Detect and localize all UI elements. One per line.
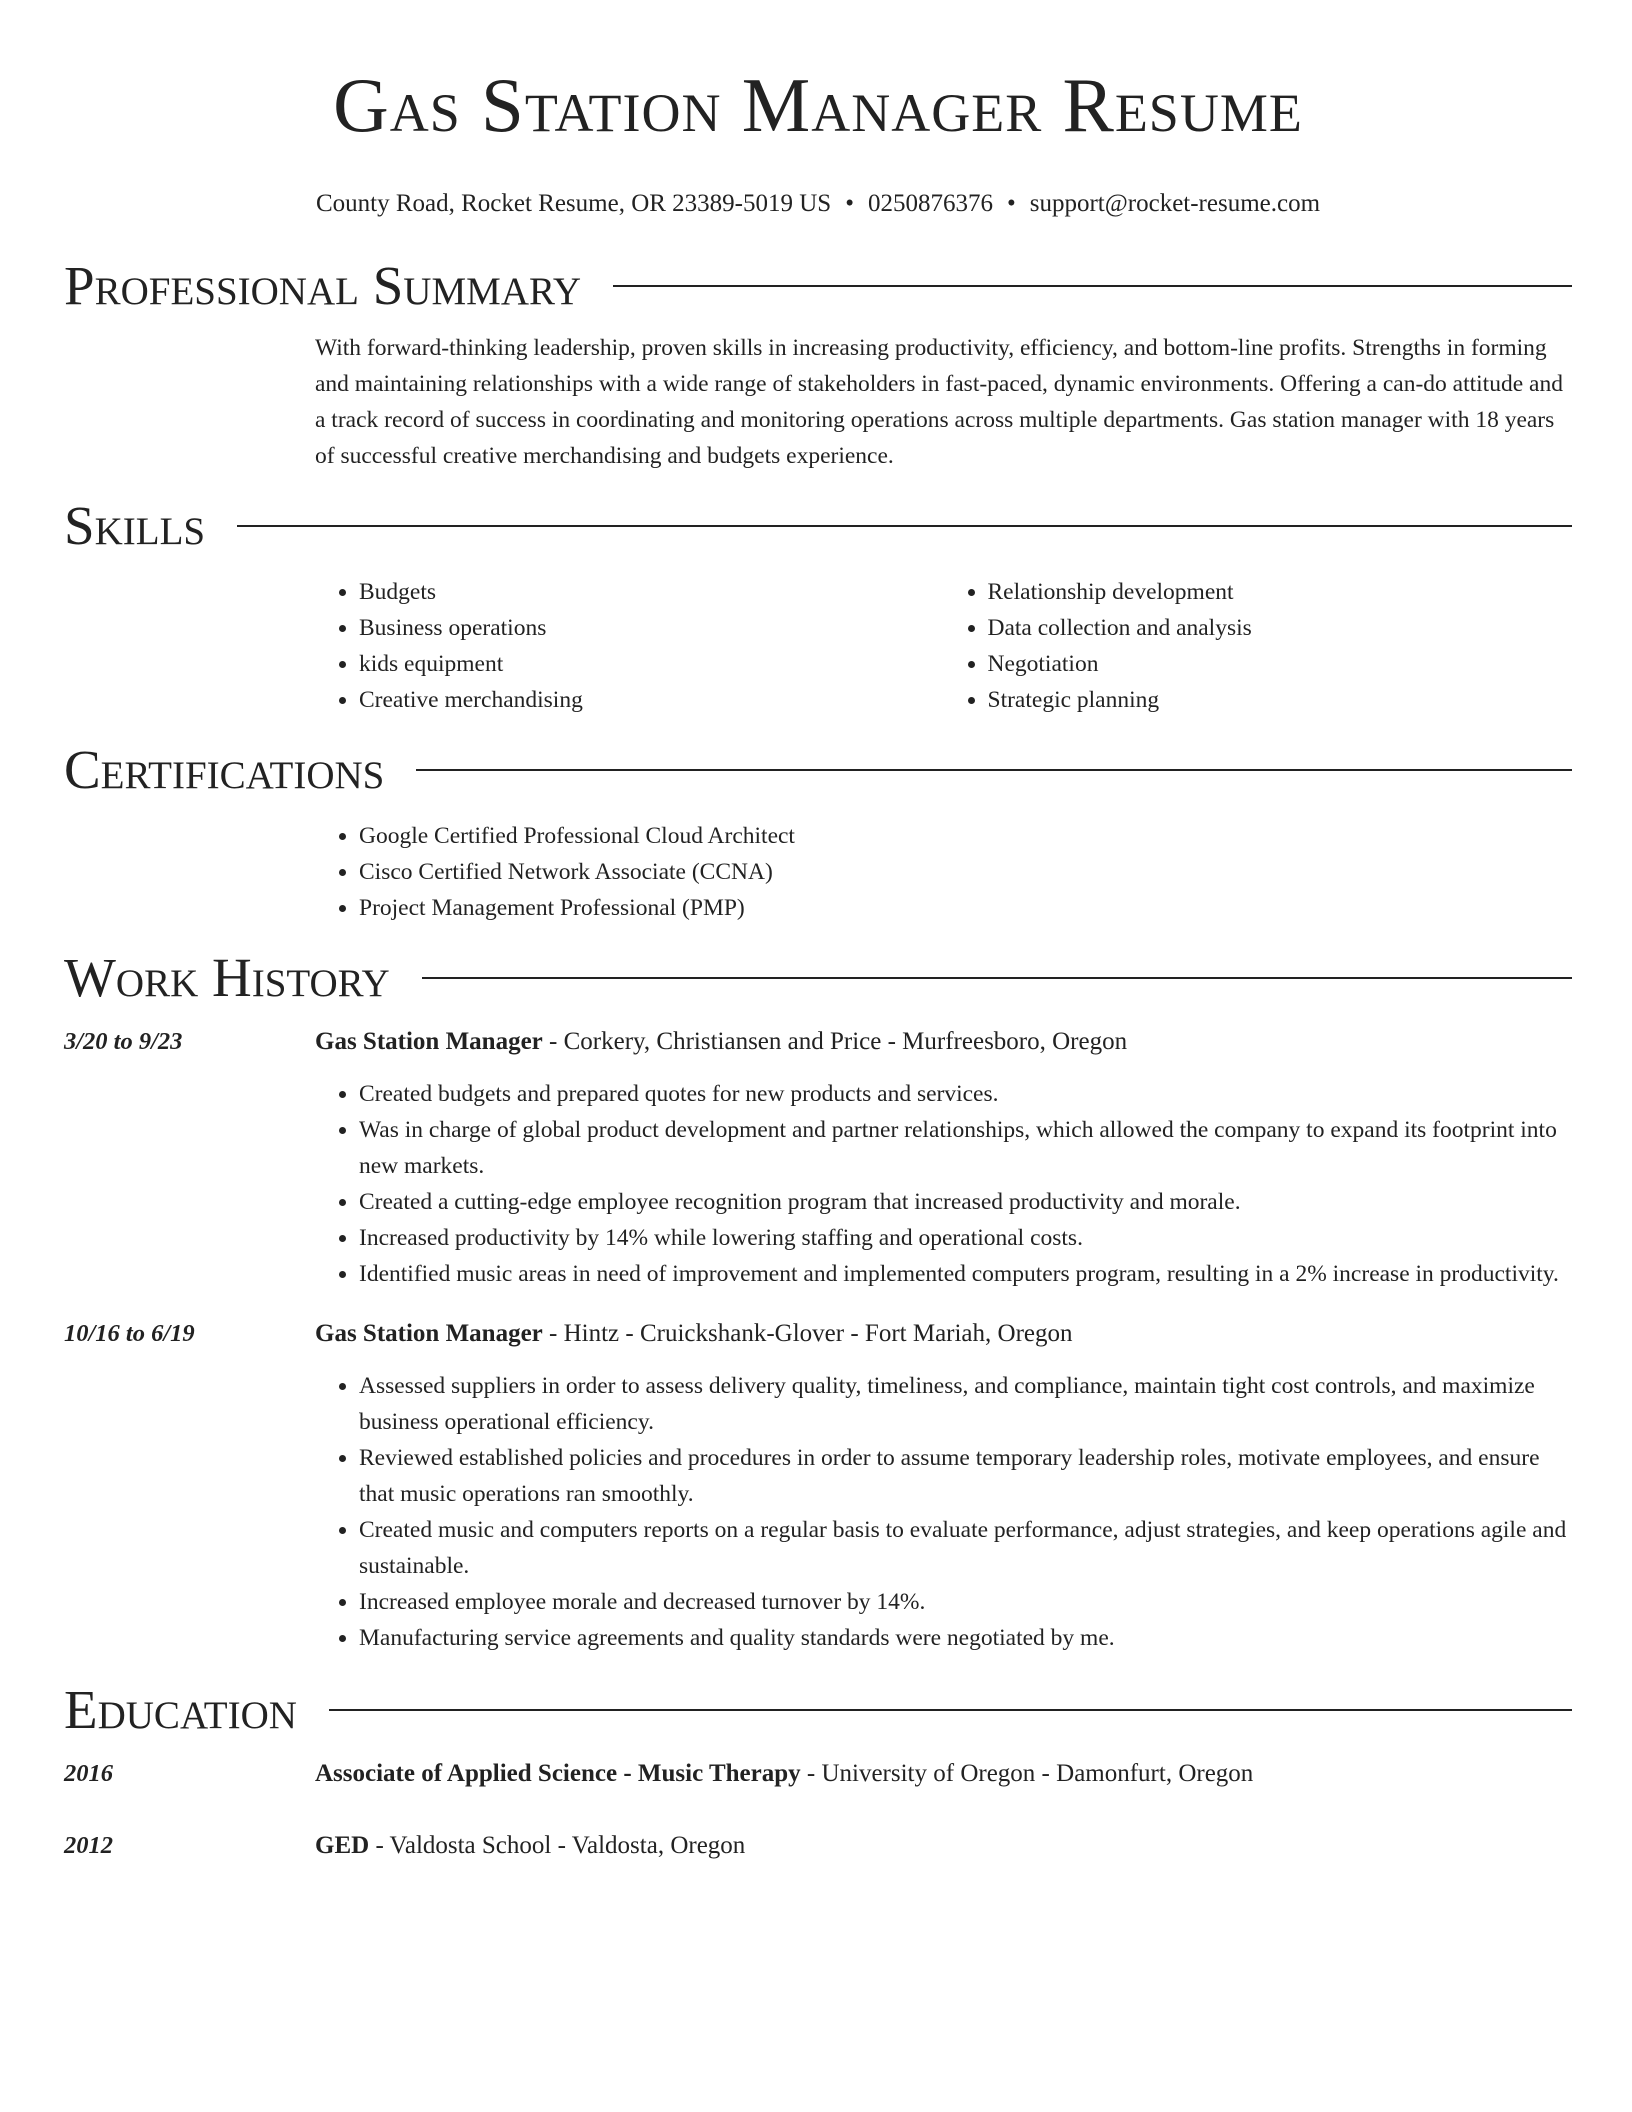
section-title-work-history: Work History [64, 947, 390, 1008]
section-title-education: Education [64, 1679, 297, 1740]
summary-text: With forward-thinking leadership, proven skills in increasing productivity, efficiency, and bottom-line profits. Strengths in forming and maintaining relationships with a wide range of stakeholders in fast-paced, dynamic environments. Offering a can-do attitude and a track record of success in coordinating and monitoring operations across multiple departments. Gas station manager with 18 years of successful creative merchandising and budgets experience. [315, 335, 1563, 469]
job-company: - Corkery, Christiansen and Price - Murfreesboro, Oregon [542, 1028, 1128, 1055]
education-details [315, 1828, 1572, 1864]
job-details [315, 1316, 1572, 1656]
certifications-list [315, 818, 1572, 926]
certification-item: • Google Certified Professional Cloud Architect [359, 818, 1572, 854]
education-school: - Valdosta School - Valdosta, Oregon [369, 1832, 746, 1859]
section-divider [329, 1709, 1572, 1711]
job-company: - Hintz - Cruickshank-Glover - Fort Mariah, Oregon [542, 1320, 1073, 1347]
job-dates: 3/20 to 9/23 [64, 1028, 183, 1055]
skills-list-left [315, 574, 944, 718]
job-title: Gas Station Manager [315, 1320, 543, 1347]
job-bullets [315, 1368, 1572, 1656]
education-list [64, 1756, 1572, 1864]
work-history-list [64, 1024, 1572, 1656]
skill-item: • Business operations [359, 610, 944, 646]
summary-section-header [64, 254, 1572, 318]
contact-separator: • [1006, 190, 1016, 217]
contact-line [64, 188, 1572, 220]
job-heading [315, 1024, 1572, 1060]
section-title-certifications: Certifications [64, 739, 385, 800]
skill-item: • kids equipment [359, 646, 944, 682]
contact-email: support@rocket-resume.com [1029, 190, 1321, 217]
certifications-section-header [64, 738, 1572, 802]
education-school: - University of Oregon - Damonfurt, Oregon [800, 1760, 1254, 1787]
skill-item: • Relationship development [988, 574, 1573, 610]
education-degree: GED [315, 1832, 370, 1859]
section-title-summary: Professional Summary [64, 255, 582, 316]
contact-separator: • [845, 190, 854, 217]
skills-list-right [944, 574, 1573, 718]
section-divider [613, 285, 1572, 287]
education-section-header [64, 1678, 1572, 1742]
education-year: 2012 [64, 1832, 113, 1859]
skill-item: • Creative merchandising [359, 682, 944, 718]
job-bullet: • Created budgets and prepared quotes for new products and services. [359, 1076, 1572, 1112]
job-bullet: • Created a cutting-edge employee recognition program that increased productivity and morale. [359, 1184, 1572, 1220]
education-details [315, 1756, 1572, 1792]
job-entry [64, 1316, 1572, 1656]
skill-item: • Data collection and analysis [988, 610, 1573, 646]
contact-address: County Road, Rocket Resume, OR 23389-5019 US [315, 190, 832, 217]
job-dates: 10/16 to 6/19 [64, 1320, 195, 1347]
work-section-header [64, 946, 1572, 1010]
job-bullet: • Increased productivity by 14% while lowering staffing and operational costs. [359, 1220, 1572, 1256]
job-bullets [315, 1076, 1572, 1292]
job-bullet: • Manufacturing service agreements and quality standards were negotiated by me. [359, 1620, 1572, 1656]
skills-section-header [64, 494, 1572, 558]
job-bullet: • Was in charge of global product development and partner relationships, which allowed the company to expand its footprint into new markets. [359, 1112, 1572, 1184]
section-divider [422, 977, 1572, 979]
resume-title: Gas Station Manager Resume [333, 62, 1303, 148]
skill-item: • Strategic planning [988, 682, 1573, 718]
section-title-skills: Skills [64, 495, 206, 556]
education-entry [64, 1828, 1572, 1864]
job-bullet: • Assessed suppliers in order to assess delivery quality, timeliness, and compliance, maintain tight cost controls, and maximize business operational efficiency. [359, 1368, 1572, 1440]
skill-item: • Negotiation [988, 646, 1573, 682]
education-year: 2016 [64, 1760, 113, 1787]
job-bullet: • Identified music areas in need of improvement and implemented computers program, resulting in a 2% increase in productivity. [359, 1256, 1572, 1292]
job-entry [64, 1024, 1572, 1292]
section-divider [237, 525, 1572, 527]
education-degree: Associate of Applied Science - Music Therapy [315, 1760, 801, 1787]
job-details [315, 1024, 1572, 1292]
certifications-block [64, 818, 1572, 926]
job-bullet: • Created music and computers reports on a regular basis to evaluate performance, adjust strategies, and keep operations agile and sustainable. [359, 1512, 1572, 1584]
skill-item: • Budgets [359, 574, 944, 610]
contact-phone: 0250876376 [867, 190, 993, 217]
certification-item: • Cisco Certified Network Associate (CCNA) [359, 854, 1572, 890]
job-title: Gas Station Manager [315, 1028, 543, 1055]
job-bullet: • Reviewed established policies and procedures in order to assume temporary leadership roles, motivate employees, and ensure that music operations ran smoothly. [359, 1440, 1572, 1512]
certification-item: • Project Management Professional (PMP) [359, 890, 1572, 926]
job-bullet: • Increased employee morale and decreased turnover by 14%. [359, 1584, 1572, 1620]
section-divider [416, 769, 1572, 771]
job-heading [315, 1316, 1572, 1352]
skills-grid [64, 574, 1572, 718]
education-entry [64, 1756, 1572, 1792]
